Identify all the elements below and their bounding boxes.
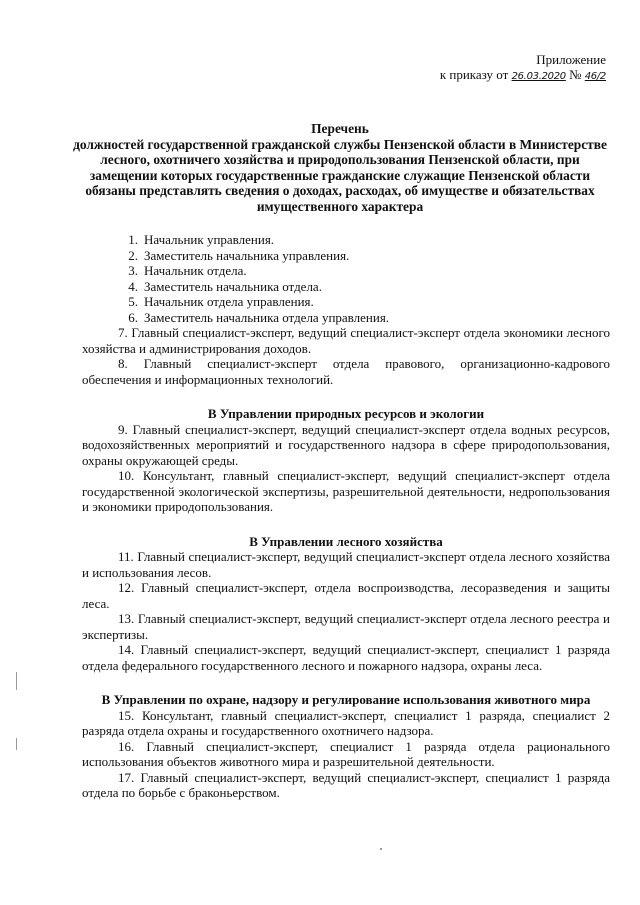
number-prefix: №	[569, 67, 582, 82]
order-date: 26.03.2020	[511, 71, 566, 82]
paragraph-9: 9. Главный специалист-эксперт, ведущий специалист-эксперт отдела водных ресурсов, водохозяйственных мероприятий и государственного надзора в сфере природопользования, охраны окружающей среды.	[82, 421, 610, 468]
paragraph-14: 14. Главный специалист-эксперт, ведущий специалист-эксперт, специалист 1 разряда отдела федерального государственного лесного и пожарного надзора, охраны леса.	[82, 642, 610, 673]
appendix-header	[440, 52, 606, 84]
paragraph-11: 11. Главный специалист-эксперт, ведущий специалист-эксперт отдела лесного хозяйства и использования лесов.	[82, 549, 610, 580]
section-heading-forestry: В Управлении лесного хозяйства	[249, 533, 443, 549]
section-heading-natural-resources: В Управлении природных ресурсов и экологии	[207, 406, 485, 421]
paragraph-8: 8. Главный специалист-эксперт отдела правового, организационно-кадрового обеспечения и информационных технологий.	[82, 356, 610, 387]
scan-mark	[16, 672, 17, 690]
paragraph-7: 7. Главный специалист-эксперт, ведущий специалист-эксперт отдела экономики лесного хозяйства и администрирования доходов.	[82, 325, 610, 356]
paragraph-16: 16. Главный специалист-эксперт, специалист 1 разряда отдела рационального использования объектов животного мира и разрешительной деятельности.	[82, 738, 610, 769]
list-item: 3. Начальник отдела.	[128, 263, 247, 278]
list-item: 1. Начальник управления.	[128, 232, 275, 247]
appendix-label: Приложение	[536, 52, 606, 67]
list-item: 2. Заместитель начальника управления.	[128, 247, 350, 263]
section-heading-wildlife: В Управлении по охране, надзору и регулирование использования животного мира	[101, 692, 591, 707]
document-body	[82, 232, 610, 801]
order-number: 46/2	[584, 71, 606, 82]
paragraph-15: 15. Консультант, главный специалист-эксперт, специалист 1 разряда, специалист 2 разряда отдела охраны и государственного охотничего надзора.	[82, 707, 610, 738]
paragraph-13: 13. Главный специалист-эксперт, ведущий специалист-эксперт отдела лесного реестра и экспертизы.	[82, 611, 610, 642]
paragraph-10: 10. Консультант, главный специалист-эксперт, ведущий специалист-эксперт отдела государственной экологической экспертизы, разрешительной деятельности, недропользования и экономики природопользования.	[82, 468, 610, 514]
scan-speck	[380, 848, 382, 850]
paragraph-12: 12. Главный специалист-эксперт, отдела воспроизводства, лесоразведения и защиты леса.	[82, 580, 610, 611]
title-text: должностей государственной гражданской службы Пензенской области в Министерстве лесного, охотничего хозяйства и природопользования Пензенской области, при замещении которых государственные гражданские служащие Пензенской области обязаны представлять сведения о доходах, расходах, об имуществе и обязательствах имущественного характера	[73, 136, 607, 214]
document-title	[70, 121, 610, 215]
order-prefix: к приказу от	[439, 67, 509, 82]
list-item: 6. Заместитель начальника отдела управления.	[128, 309, 390, 325]
title-word: Перечень	[311, 121, 369, 136]
paragraph-17: 17. Главный специалист-эксперт, ведущий специалист-эксперт, специалист 1 разряда отдела по борьбе с браконьерством.	[82, 769, 610, 800]
list-item: 5. Начальник отдела управления.	[128, 294, 314, 309]
list-item: 4. Заместитель начальника отдела.	[128, 278, 322, 294]
order-reference	[440, 67, 606, 84]
scan-mark	[16, 738, 17, 750]
